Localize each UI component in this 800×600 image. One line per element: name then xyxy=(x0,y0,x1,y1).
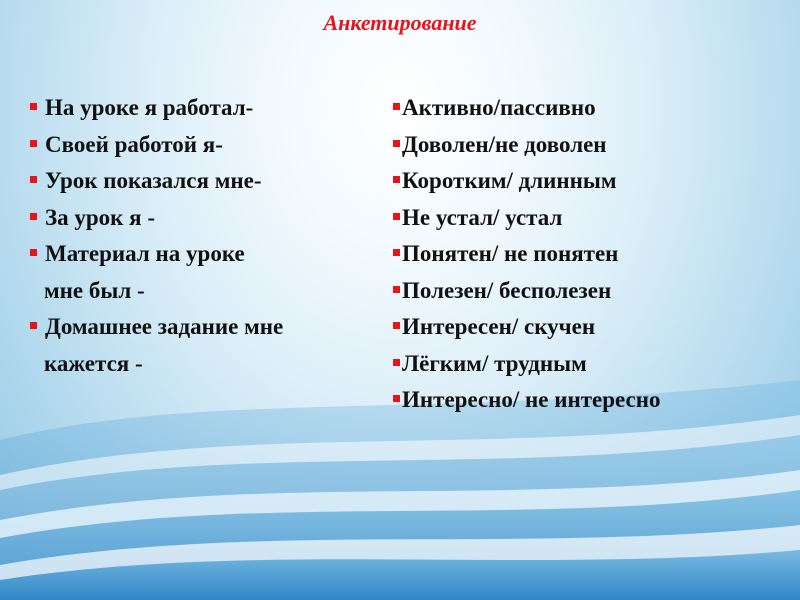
bullet-icon xyxy=(30,213,37,220)
bullet-icon xyxy=(30,322,37,329)
list-item: Своей работой я- xyxy=(30,127,390,164)
list-item: Активно/пассивно xyxy=(393,90,793,127)
bullet-icon xyxy=(30,176,37,183)
slide-title: Анкетирование xyxy=(323,10,477,35)
bullet-icon xyxy=(393,286,400,293)
list-item: За урок я - xyxy=(30,200,390,237)
bullet-icon xyxy=(393,322,400,329)
list-item-continuation: кажется - xyxy=(44,350,143,376)
list-item: Понятен/ не понятен xyxy=(393,236,793,273)
list-item: Урок показался мне- xyxy=(30,163,390,200)
list-item: Интересен/ скучен xyxy=(393,309,793,346)
bullet-icon xyxy=(393,213,400,220)
list-item: Лёгким/ трудным xyxy=(393,346,793,383)
list-item: Доволен/не доволен xyxy=(393,127,793,164)
list-item: Материал на уроке xyxy=(30,236,390,273)
list-item: На уроке я работал- xyxy=(30,90,390,127)
question-list xyxy=(30,90,390,382)
bullet-icon xyxy=(393,103,400,110)
bullet-icon xyxy=(393,140,400,147)
bullet-icon xyxy=(30,249,37,256)
bullet-icon xyxy=(393,359,400,366)
list-item-continuation: мне был - xyxy=(44,277,145,303)
bullet-icon xyxy=(393,176,400,183)
list-item: Коротким/ длинным xyxy=(393,163,793,200)
bullet-icon xyxy=(393,395,400,402)
list-item: Домашнее задание мне xyxy=(30,309,390,346)
list-item: Интересно/ не интересно xyxy=(393,382,793,419)
list-item: Полезен/ бесполезен xyxy=(393,273,793,310)
bullet-icon xyxy=(30,103,37,110)
answer-list xyxy=(393,90,793,419)
bullet-icon xyxy=(393,249,400,256)
bullet-icon xyxy=(30,140,37,147)
list-item: Не устал/ устал xyxy=(393,200,793,237)
